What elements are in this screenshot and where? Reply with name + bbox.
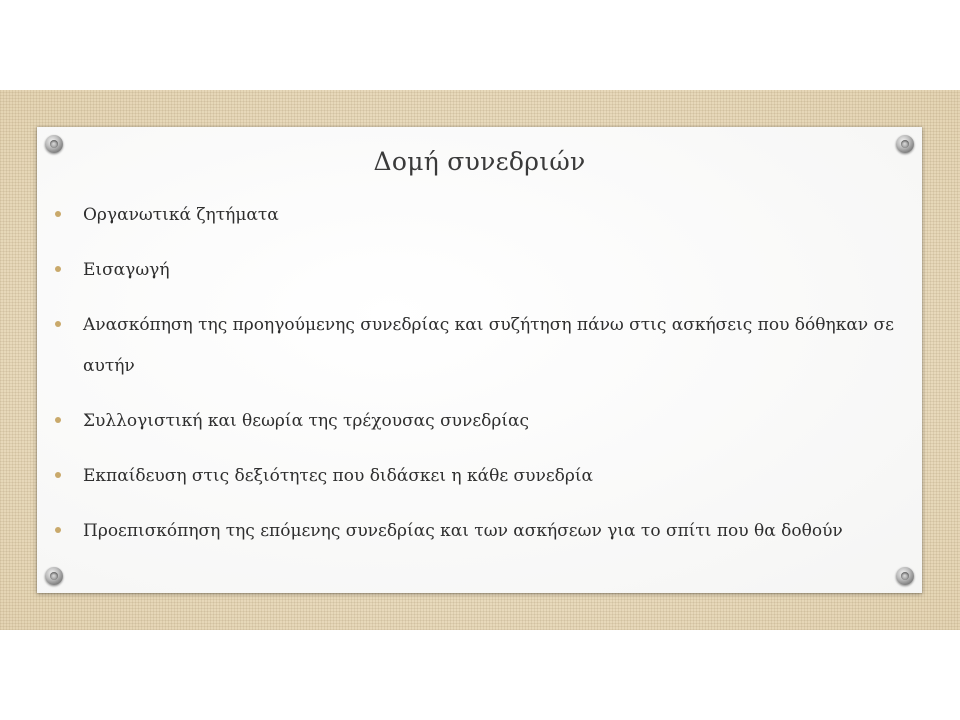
bullet-text: Εισαγωγή xyxy=(83,260,170,280)
bullet-text: Ανασκόπηση της προηγούμενης συνεδρίας και συζήτηση πάνω στις ασκήσεις που δόθηκαν σε αυτήν xyxy=(83,315,894,376)
bullet-dot-icon xyxy=(55,211,61,217)
slide-title: Δομή συνεδριών xyxy=(373,147,586,176)
bullet-dot-icon xyxy=(55,527,61,533)
bullet-text: Οργανωτικά ζητήματα xyxy=(83,205,279,225)
bullet-dot-icon xyxy=(55,266,61,272)
bullet-item xyxy=(55,195,905,236)
bullet-text: Προεπισκόπηση της επόμενης συνεδρίας και των ασκήσεων για το σπίτι που θα δοθούν xyxy=(83,521,843,541)
grommet-icon xyxy=(896,567,914,585)
bullet-text: Εκπαίδευση στις δεξιότητες που διδάσκει η κάθε συνεδρία xyxy=(83,466,594,486)
paper-card xyxy=(37,127,922,593)
bullet-dot-icon xyxy=(55,472,61,478)
bullet-item xyxy=(55,511,905,552)
bullet-dot-icon xyxy=(55,321,61,327)
bullet-item xyxy=(55,250,905,291)
bullet-item xyxy=(55,401,905,442)
bullet-dot-icon xyxy=(55,417,61,423)
bullet-item xyxy=(55,456,905,497)
bullet-list xyxy=(55,195,905,566)
bullet-text: Συλλογιστική και θεωρία της τρέχουσας συνεδρίας xyxy=(83,411,530,431)
slide xyxy=(0,90,960,630)
grommet-icon xyxy=(45,567,63,585)
bullet-item xyxy=(55,305,905,387)
